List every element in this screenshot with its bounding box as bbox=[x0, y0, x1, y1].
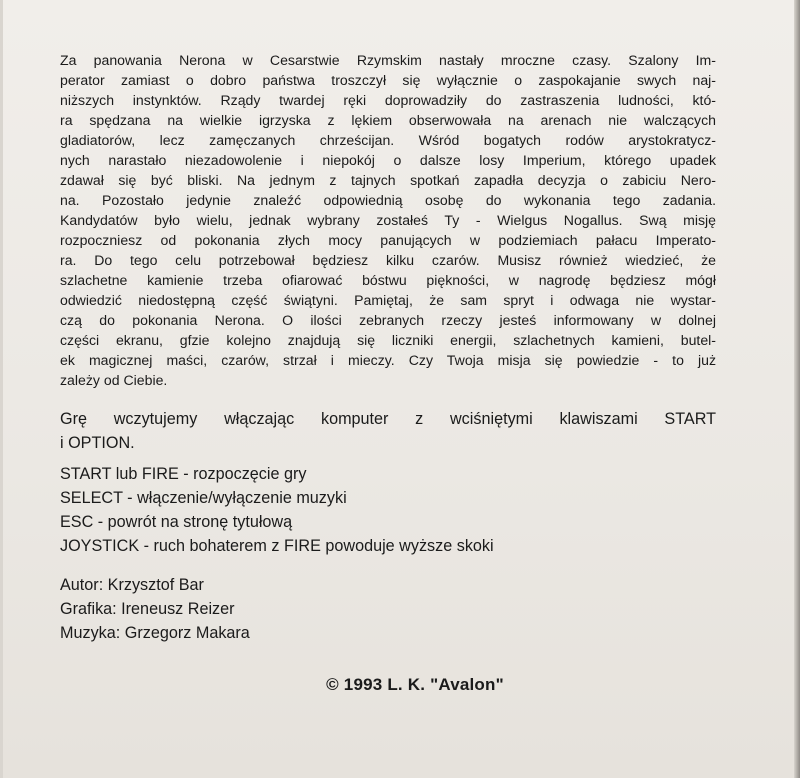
story-line: ra. Do tego celu potrzebował będziesz kilku czarów. Musisz również wiedzieć, że bbox=[60, 252, 716, 268]
story-line: rozpoczniesz od pokonania złych mocy panujących w podziemiach pałacu Imperato- bbox=[60, 232, 716, 248]
page-edge-left bbox=[0, 0, 3, 778]
story-line: Kandydatów było wielu, jednak wybrany zostałeś Ty - Wielgus Nogallus. Swą misję bbox=[60, 212, 716, 228]
story-line: perator zamiast o dobro państwa troszczył się wyłącznie o zaspokajanie swych naj- bbox=[60, 72, 716, 88]
control-joystick: JOYSTICK - ruch bohaterem z FIRE powoduje wyższe skoki bbox=[60, 537, 494, 555]
credit-music: Muzyka: Grzegorz Makara bbox=[60, 624, 250, 642]
loading-instructions bbox=[60, 407, 716, 455]
story-line: szlachetne kamienie trzeba ofiarować bóstwu piękności, w nagrodę będziesz mógł bbox=[60, 272, 716, 288]
credits-list bbox=[60, 573, 460, 645]
story-line: ra spędzana na wielkie igrzyska z lękiem obserwowała na arenach nie walczących bbox=[60, 112, 716, 128]
copyright-notice: © 1993 L. K. "Avalon" bbox=[326, 675, 504, 694]
story-line: części ekranu, gfzie kolejno znajdują się liczniki energii, szlachetnych kamieni, butel- bbox=[60, 332, 716, 348]
story-paragraph bbox=[60, 50, 716, 390]
credit-graphics: Grafika: Ireneusz Reizer bbox=[60, 600, 235, 618]
story-line: Za panowania Nerona w Cesarstwie Rzymskim nastały mroczne czasy. Szalony Im- bbox=[60, 52, 716, 68]
loading-line: Grę wczytujemy włączając komputer z wciśniętymi klawiszami START bbox=[60, 410, 716, 428]
control-select: SELECT - włączenie/wyłączenie muzyki bbox=[60, 489, 347, 507]
story-line: zależy od Ciebie. bbox=[60, 372, 168, 388]
story-line: na. Pozostało jedynie znaleźć odpowiednią osobę do wykonania tego zadania. bbox=[60, 192, 716, 208]
story-line: odwiedzić niedostępną część świątyni. Pamiętaj, że sam spryt i odwaga nie wystar- bbox=[60, 292, 716, 308]
controls-list bbox=[60, 462, 760, 558]
story-line: nych narastało niezadowolenie i niepokój o dalsze losy Imperium, którego upadek bbox=[60, 152, 716, 168]
credit-author: Autor: Krzysztof Bar bbox=[60, 576, 204, 594]
story-line: niższych instynktów. Rządy twardej ręki doprowadziły do zastraszenia ludności, któ- bbox=[60, 92, 716, 108]
story-line: zdawał się być bliski. Na jednym z tajnych spotkań zapadła decyzja o zabiciu Nero- bbox=[60, 172, 716, 188]
control-esc: ESC - powrót na stronę tytułową bbox=[60, 513, 293, 531]
loading-line: i OPTION. bbox=[60, 434, 135, 452]
control-start: START lub FIRE - rozpoczęcie gry bbox=[60, 465, 307, 483]
story-line: gladiatorów, lecz zamęczanych chrześcijan. Wśród bogatych rodów arystokratycz- bbox=[60, 132, 716, 148]
story-line: czą do pokonania Nerona. O ilości zebranych rzeczy jesteś informowany w dolnej bbox=[60, 312, 716, 328]
story-line: ek magicznej maści, czarów, strzał i mieczy. Czy Twoja misja się powiedzie - to już bbox=[60, 352, 716, 368]
page-edge-right bbox=[794, 0, 800, 778]
